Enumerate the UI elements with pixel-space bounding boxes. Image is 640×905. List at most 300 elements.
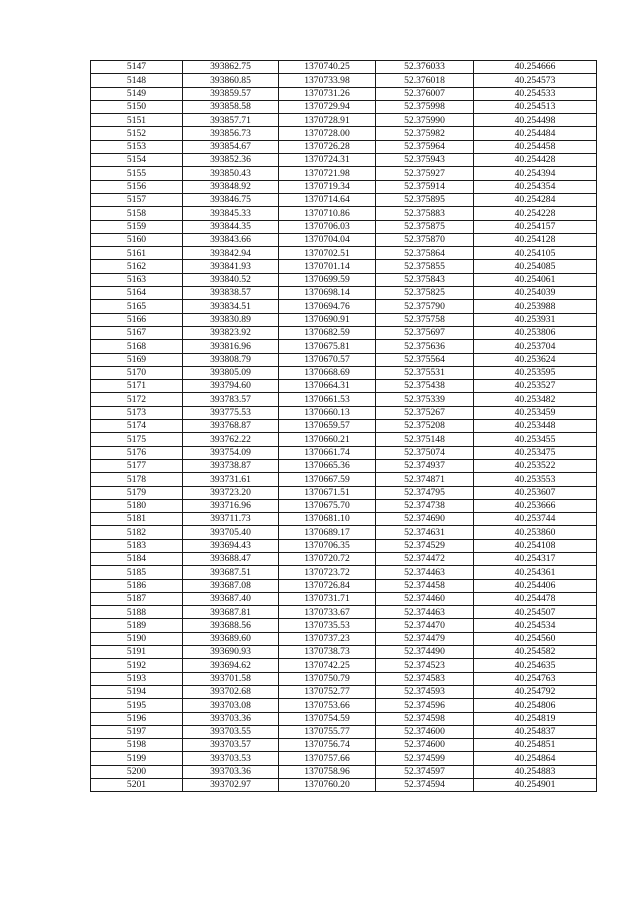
point-number-cell: 5157	[91, 193, 183, 206]
y-coordinate-cell: 1370694.76	[279, 300, 376, 313]
point-number-cell: 5148	[91, 74, 183, 87]
longitude-cell: 52.375883	[376, 207, 474, 220]
latitude-cell: 40.254635	[474, 659, 597, 672]
latitude-cell: 40.254534	[474, 619, 597, 632]
latitude-cell: 40.253744	[474, 513, 597, 526]
y-coordinate-cell: 1370661.74	[279, 446, 376, 459]
x-coordinate-cell: 393731.61	[183, 473, 279, 486]
latitude-cell: 40.253455	[474, 433, 597, 446]
point-number-cell: 5176	[91, 446, 183, 459]
latitude-cell: 40.253448	[474, 420, 597, 433]
y-coordinate-cell: 1370728.91	[279, 114, 376, 127]
point-number-cell: 5171	[91, 380, 183, 393]
longitude-cell: 52.374690	[376, 513, 474, 526]
longitude-cell: 52.374479	[376, 632, 474, 645]
longitude-cell: 52.375790	[376, 300, 474, 313]
y-coordinate-cell: 1370670.57	[279, 353, 376, 366]
y-coordinate-cell: 1370698.14	[279, 287, 376, 300]
table-row	[91, 100, 597, 113]
table-row	[91, 87, 597, 100]
y-coordinate-cell: 1370719.34	[279, 180, 376, 193]
y-coordinate-cell: 1370661.53	[279, 393, 376, 406]
longitude-cell: 52.375825	[376, 287, 474, 300]
x-coordinate-cell: 393858.58	[183, 100, 279, 113]
longitude-cell: 52.375914	[376, 180, 474, 193]
longitude-cell: 52.374523	[376, 659, 474, 672]
point-number-cell: 5169	[91, 353, 183, 366]
latitude-cell: 40.254105	[474, 247, 597, 260]
longitude-cell: 52.374463	[376, 606, 474, 619]
x-coordinate-cell: 393702.68	[183, 685, 279, 698]
table-row	[91, 486, 597, 499]
longitude-cell: 52.376018	[376, 74, 474, 87]
latitude-cell: 40.254763	[474, 672, 597, 685]
longitude-cell: 52.375990	[376, 114, 474, 127]
latitude-cell: 40.254406	[474, 579, 597, 592]
table-row	[91, 247, 597, 260]
point-number-cell: 5198	[91, 739, 183, 752]
x-coordinate-cell: 393860.85	[183, 74, 279, 87]
latitude-cell: 40.253482	[474, 393, 597, 406]
table-row	[91, 685, 597, 698]
latitude-cell: 40.254478	[474, 592, 597, 605]
point-number-cell: 5174	[91, 420, 183, 433]
x-coordinate-cell: 393701.58	[183, 672, 279, 685]
latitude-cell: 40.253607	[474, 486, 597, 499]
longitude-cell: 52.375148	[376, 433, 474, 446]
table-row	[91, 380, 597, 393]
x-coordinate-cell: 393794.60	[183, 380, 279, 393]
point-number-cell: 5175	[91, 433, 183, 446]
latitude-cell: 40.253595	[474, 366, 597, 379]
point-number-cell: 5162	[91, 260, 183, 273]
x-coordinate-cell: 393848.92	[183, 180, 279, 193]
table-row	[91, 552, 597, 565]
point-number-cell: 5200	[91, 765, 183, 778]
latitude-cell: 40.253988	[474, 300, 597, 313]
longitude-cell: 52.374463	[376, 566, 474, 579]
latitude-cell: 40.254128	[474, 233, 597, 246]
y-coordinate-cell: 1370733.98	[279, 74, 376, 87]
longitude-cell: 52.375758	[376, 313, 474, 326]
table-row	[91, 366, 597, 379]
longitude-cell: 52.374795	[376, 486, 474, 499]
point-number-cell: 5150	[91, 100, 183, 113]
latitude-cell: 40.254513	[474, 100, 597, 113]
table-row	[91, 287, 597, 300]
latitude-cell: 40.253624	[474, 353, 597, 366]
latitude-cell: 40.254484	[474, 127, 597, 140]
latitude-cell: 40.254837	[474, 725, 597, 738]
point-number-cell: 5197	[91, 725, 183, 738]
point-number-cell: 5189	[91, 619, 183, 632]
point-number-cell: 5160	[91, 233, 183, 246]
point-number-cell: 5166	[91, 313, 183, 326]
point-number-cell: 5152	[91, 127, 183, 140]
point-number-cell: 5182	[91, 526, 183, 539]
x-coordinate-cell: 393716.96	[183, 499, 279, 512]
y-coordinate-cell: 1370753.66	[279, 699, 376, 712]
y-coordinate-cell: 1370754.59	[279, 712, 376, 725]
longitude-cell: 52.375855	[376, 260, 474, 273]
latitude-cell: 40.254573	[474, 74, 597, 87]
x-coordinate-cell: 393687.08	[183, 579, 279, 592]
latitude-cell: 40.254864	[474, 752, 597, 765]
longitude-cell: 52.374597	[376, 765, 474, 778]
point-number-cell: 5192	[91, 659, 183, 672]
x-coordinate-cell: 393687.81	[183, 606, 279, 619]
point-number-cell: 5194	[91, 685, 183, 698]
y-coordinate-cell: 1370675.70	[279, 499, 376, 512]
y-coordinate-cell: 1370757.66	[279, 752, 376, 765]
y-coordinate-cell: 1370731.26	[279, 87, 376, 100]
x-coordinate-cell: 393702.97	[183, 779, 279, 792]
longitude-cell: 52.375636	[376, 340, 474, 353]
y-coordinate-cell: 1370667.59	[279, 473, 376, 486]
point-number-cell: 5158	[91, 207, 183, 220]
point-number-cell: 5173	[91, 406, 183, 419]
table-row	[91, 180, 597, 193]
latitude-cell: 40.254666	[474, 61, 597, 74]
table-row	[91, 752, 597, 765]
x-coordinate-cell: 393859.57	[183, 87, 279, 100]
table-row	[91, 114, 597, 127]
x-coordinate-cell: 393738.87	[183, 459, 279, 472]
table-row	[91, 712, 597, 725]
latitude-cell: 40.254458	[474, 140, 597, 153]
point-number-cell: 5172	[91, 393, 183, 406]
longitude-cell: 52.374631	[376, 526, 474, 539]
coordinates-table-body	[91, 61, 597, 792]
latitude-cell: 40.253931	[474, 313, 597, 326]
latitude-cell: 40.254157	[474, 220, 597, 233]
latitude-cell: 40.254851	[474, 739, 597, 752]
longitude-cell: 52.374871	[376, 473, 474, 486]
table-row	[91, 646, 597, 659]
x-coordinate-cell: 393775.53	[183, 406, 279, 419]
x-coordinate-cell: 393844.35	[183, 220, 279, 233]
longitude-cell: 52.375564	[376, 353, 474, 366]
x-coordinate-cell: 393845.33	[183, 207, 279, 220]
y-coordinate-cell: 1370752.77	[279, 685, 376, 698]
point-number-cell: 5165	[91, 300, 183, 313]
y-coordinate-cell: 1370729.94	[279, 100, 376, 113]
table-row	[91, 699, 597, 712]
table-row	[91, 632, 597, 645]
longitude-cell: 52.374470	[376, 619, 474, 632]
longitude-cell: 52.375697	[376, 326, 474, 339]
latitude-cell: 40.254317	[474, 552, 597, 565]
longitude-cell: 52.375074	[376, 446, 474, 459]
x-coordinate-cell: 393856.73	[183, 127, 279, 140]
latitude-cell: 40.254901	[474, 779, 597, 792]
longitude-cell: 52.374529	[376, 539, 474, 552]
longitude-cell: 52.375870	[376, 233, 474, 246]
x-coordinate-cell: 393808.79	[183, 353, 279, 366]
latitude-cell: 40.254361	[474, 566, 597, 579]
table-row	[91, 725, 597, 738]
x-coordinate-cell: 393705.40	[183, 526, 279, 539]
y-coordinate-cell: 1370702.51	[279, 247, 376, 260]
longitude-cell: 52.374594	[376, 779, 474, 792]
x-coordinate-cell: 393850.43	[183, 167, 279, 180]
y-coordinate-cell: 1370704.04	[279, 233, 376, 246]
point-number-cell: 5199	[91, 752, 183, 765]
x-coordinate-cell: 393857.71	[183, 114, 279, 127]
y-coordinate-cell: 1370706.35	[279, 539, 376, 552]
x-coordinate-cell: 393852.36	[183, 154, 279, 167]
latitude-cell: 40.254819	[474, 712, 597, 725]
table-row	[91, 260, 597, 273]
table-row	[91, 313, 597, 326]
x-coordinate-cell: 393830.89	[183, 313, 279, 326]
longitude-cell: 52.375982	[376, 127, 474, 140]
table-row	[91, 739, 597, 752]
longitude-cell: 52.374598	[376, 712, 474, 725]
y-coordinate-cell: 1370660.13	[279, 406, 376, 419]
point-number-cell: 5147	[91, 61, 183, 74]
table-row	[91, 606, 597, 619]
table-row	[91, 526, 597, 539]
y-coordinate-cell: 1370731.71	[279, 592, 376, 605]
longitude-cell: 52.375339	[376, 393, 474, 406]
latitude-cell: 40.253666	[474, 499, 597, 512]
longitude-cell: 52.375927	[376, 167, 474, 180]
table-row	[91, 74, 597, 87]
longitude-cell: 52.375267	[376, 406, 474, 419]
latitude-cell: 40.254228	[474, 207, 597, 220]
x-coordinate-cell: 393854.67	[183, 140, 279, 153]
y-coordinate-cell: 1370659.57	[279, 420, 376, 433]
table-row	[91, 273, 597, 286]
latitude-cell: 40.254428	[474, 154, 597, 167]
y-coordinate-cell: 1370740.25	[279, 61, 376, 74]
x-coordinate-cell: 393843.66	[183, 233, 279, 246]
table-row	[91, 566, 597, 579]
table-row	[91, 592, 597, 605]
y-coordinate-cell: 1370756.74	[279, 739, 376, 752]
table-row	[91, 127, 597, 140]
longitude-cell: 52.374472	[376, 552, 474, 565]
latitude-cell: 40.254792	[474, 685, 597, 698]
y-coordinate-cell: 1370689.17	[279, 526, 376, 539]
point-number-cell: 5149	[91, 87, 183, 100]
table-row	[91, 499, 597, 512]
x-coordinate-cell: 393805.09	[183, 366, 279, 379]
latitude-cell: 40.254498	[474, 114, 597, 127]
point-number-cell: 5184	[91, 552, 183, 565]
table-row	[91, 340, 597, 353]
y-coordinate-cell: 1370735.53	[279, 619, 376, 632]
table-row	[91, 659, 597, 672]
point-number-cell: 5151	[91, 114, 183, 127]
x-coordinate-cell: 393687.40	[183, 592, 279, 605]
table-row	[91, 433, 597, 446]
latitude-cell: 40.254061	[474, 273, 597, 286]
latitude-cell: 40.254806	[474, 699, 597, 712]
y-coordinate-cell: 1370758.96	[279, 765, 376, 778]
longitude-cell: 52.374596	[376, 699, 474, 712]
table-row	[91, 233, 597, 246]
longitude-cell: 52.374490	[376, 646, 474, 659]
longitude-cell: 52.375864	[376, 247, 474, 260]
y-coordinate-cell: 1370706.03	[279, 220, 376, 233]
table-row	[91, 406, 597, 419]
table-row	[91, 473, 597, 486]
point-number-cell: 5178	[91, 473, 183, 486]
x-coordinate-cell: 393768.87	[183, 420, 279, 433]
y-coordinate-cell: 1370721.98	[279, 167, 376, 180]
y-coordinate-cell: 1370726.84	[279, 579, 376, 592]
x-coordinate-cell: 393842.94	[183, 247, 279, 260]
point-number-cell: 5155	[91, 167, 183, 180]
table-row	[91, 619, 597, 632]
table-row	[91, 207, 597, 220]
point-number-cell: 5180	[91, 499, 183, 512]
y-coordinate-cell: 1370699.59	[279, 273, 376, 286]
point-number-cell: 5159	[91, 220, 183, 233]
latitude-cell: 40.253522	[474, 459, 597, 472]
coordinates-table	[90, 60, 597, 792]
y-coordinate-cell: 1370675.81	[279, 340, 376, 353]
point-number-cell: 5153	[91, 140, 183, 153]
y-coordinate-cell: 1370737.23	[279, 632, 376, 645]
y-coordinate-cell: 1370701.14	[279, 260, 376, 273]
y-coordinate-cell: 1370733.67	[279, 606, 376, 619]
table-row	[91, 300, 597, 313]
point-number-cell: 5168	[91, 340, 183, 353]
table-row	[91, 393, 597, 406]
table-row	[91, 765, 597, 778]
latitude-cell: 40.253475	[474, 446, 597, 459]
point-number-cell: 5193	[91, 672, 183, 685]
y-coordinate-cell: 1370728.00	[279, 127, 376, 140]
x-coordinate-cell: 393689.60	[183, 632, 279, 645]
point-number-cell: 5163	[91, 273, 183, 286]
y-coordinate-cell: 1370726.28	[279, 140, 376, 153]
longitude-cell: 52.375208	[376, 420, 474, 433]
table-row	[91, 779, 597, 792]
table-row	[91, 353, 597, 366]
latitude-cell: 40.254582	[474, 646, 597, 659]
point-number-cell: 5161	[91, 247, 183, 260]
longitude-cell: 52.375943	[376, 154, 474, 167]
x-coordinate-cell: 393690.93	[183, 646, 279, 659]
latitude-cell: 40.254883	[474, 765, 597, 778]
table-row	[91, 154, 597, 167]
latitude-cell: 40.253806	[474, 326, 597, 339]
x-coordinate-cell: 393703.55	[183, 725, 279, 738]
x-coordinate-cell: 393703.36	[183, 765, 279, 778]
point-number-cell: 5185	[91, 566, 183, 579]
y-coordinate-cell: 1370710.86	[279, 207, 376, 220]
longitude-cell: 52.375964	[376, 140, 474, 153]
x-coordinate-cell: 393783.57	[183, 393, 279, 406]
point-number-cell: 5179	[91, 486, 183, 499]
longitude-cell: 52.376033	[376, 61, 474, 74]
latitude-cell: 40.253860	[474, 526, 597, 539]
point-number-cell: 5164	[91, 287, 183, 300]
x-coordinate-cell: 393688.47	[183, 552, 279, 565]
x-coordinate-cell: 393703.57	[183, 739, 279, 752]
longitude-cell: 52.374599	[376, 752, 474, 765]
y-coordinate-cell: 1370750.79	[279, 672, 376, 685]
x-coordinate-cell: 393703.36	[183, 712, 279, 725]
x-coordinate-cell: 393862.75	[183, 61, 279, 74]
table-row	[91, 513, 597, 526]
x-coordinate-cell: 393834.51	[183, 300, 279, 313]
latitude-cell: 40.254039	[474, 287, 597, 300]
point-number-cell: 5188	[91, 606, 183, 619]
point-number-cell: 5183	[91, 539, 183, 552]
y-coordinate-cell: 1370690.91	[279, 313, 376, 326]
y-coordinate-cell: 1370724.31	[279, 154, 376, 167]
table-row	[91, 539, 597, 552]
longitude-cell: 52.374458	[376, 579, 474, 592]
latitude-cell: 40.254533	[474, 87, 597, 100]
table-row	[91, 61, 597, 74]
point-number-cell: 5191	[91, 646, 183, 659]
table-row	[91, 140, 597, 153]
point-number-cell: 5201	[91, 779, 183, 792]
point-number-cell: 5154	[91, 154, 183, 167]
point-number-cell: 5195	[91, 699, 183, 712]
point-number-cell: 5181	[91, 513, 183, 526]
x-coordinate-cell: 393823.92	[183, 326, 279, 339]
table-row	[91, 672, 597, 685]
latitude-cell: 40.254284	[474, 193, 597, 206]
latitude-cell: 40.254507	[474, 606, 597, 619]
x-coordinate-cell: 393687.51	[183, 566, 279, 579]
latitude-cell: 40.254085	[474, 260, 597, 273]
longitude-cell: 52.374583	[376, 672, 474, 685]
longitude-cell: 52.374738	[376, 499, 474, 512]
x-coordinate-cell: 393762.22	[183, 433, 279, 446]
table-row	[91, 420, 597, 433]
x-coordinate-cell: 393838.57	[183, 287, 279, 300]
x-coordinate-cell: 393723.20	[183, 486, 279, 499]
x-coordinate-cell: 393688.56	[183, 619, 279, 632]
longitude-cell: 52.375875	[376, 220, 474, 233]
y-coordinate-cell: 1370682.59	[279, 326, 376, 339]
longitude-cell: 52.374937	[376, 459, 474, 472]
point-number-cell: 5186	[91, 579, 183, 592]
latitude-cell: 40.254108	[474, 539, 597, 552]
y-coordinate-cell: 1370671.51	[279, 486, 376, 499]
point-number-cell: 5177	[91, 459, 183, 472]
longitude-cell: 52.374600	[376, 739, 474, 752]
x-coordinate-cell: 393840.52	[183, 273, 279, 286]
x-coordinate-cell: 393711.73	[183, 513, 279, 526]
y-coordinate-cell: 1370760.20	[279, 779, 376, 792]
y-coordinate-cell: 1370723.72	[279, 566, 376, 579]
y-coordinate-cell: 1370660.21	[279, 433, 376, 446]
point-number-cell: 5196	[91, 712, 183, 725]
table-row	[91, 193, 597, 206]
table-row	[91, 326, 597, 339]
longitude-cell: 52.375531	[376, 366, 474, 379]
y-coordinate-cell: 1370714.64	[279, 193, 376, 206]
table-row	[91, 446, 597, 459]
y-coordinate-cell: 1370664.31	[279, 380, 376, 393]
point-number-cell: 5156	[91, 180, 183, 193]
point-number-cell: 5190	[91, 632, 183, 645]
x-coordinate-cell: 393694.62	[183, 659, 279, 672]
x-coordinate-cell: 393754.09	[183, 446, 279, 459]
y-coordinate-cell: 1370755.77	[279, 725, 376, 738]
latitude-cell: 40.253553	[474, 473, 597, 486]
longitude-cell: 52.375843	[376, 273, 474, 286]
